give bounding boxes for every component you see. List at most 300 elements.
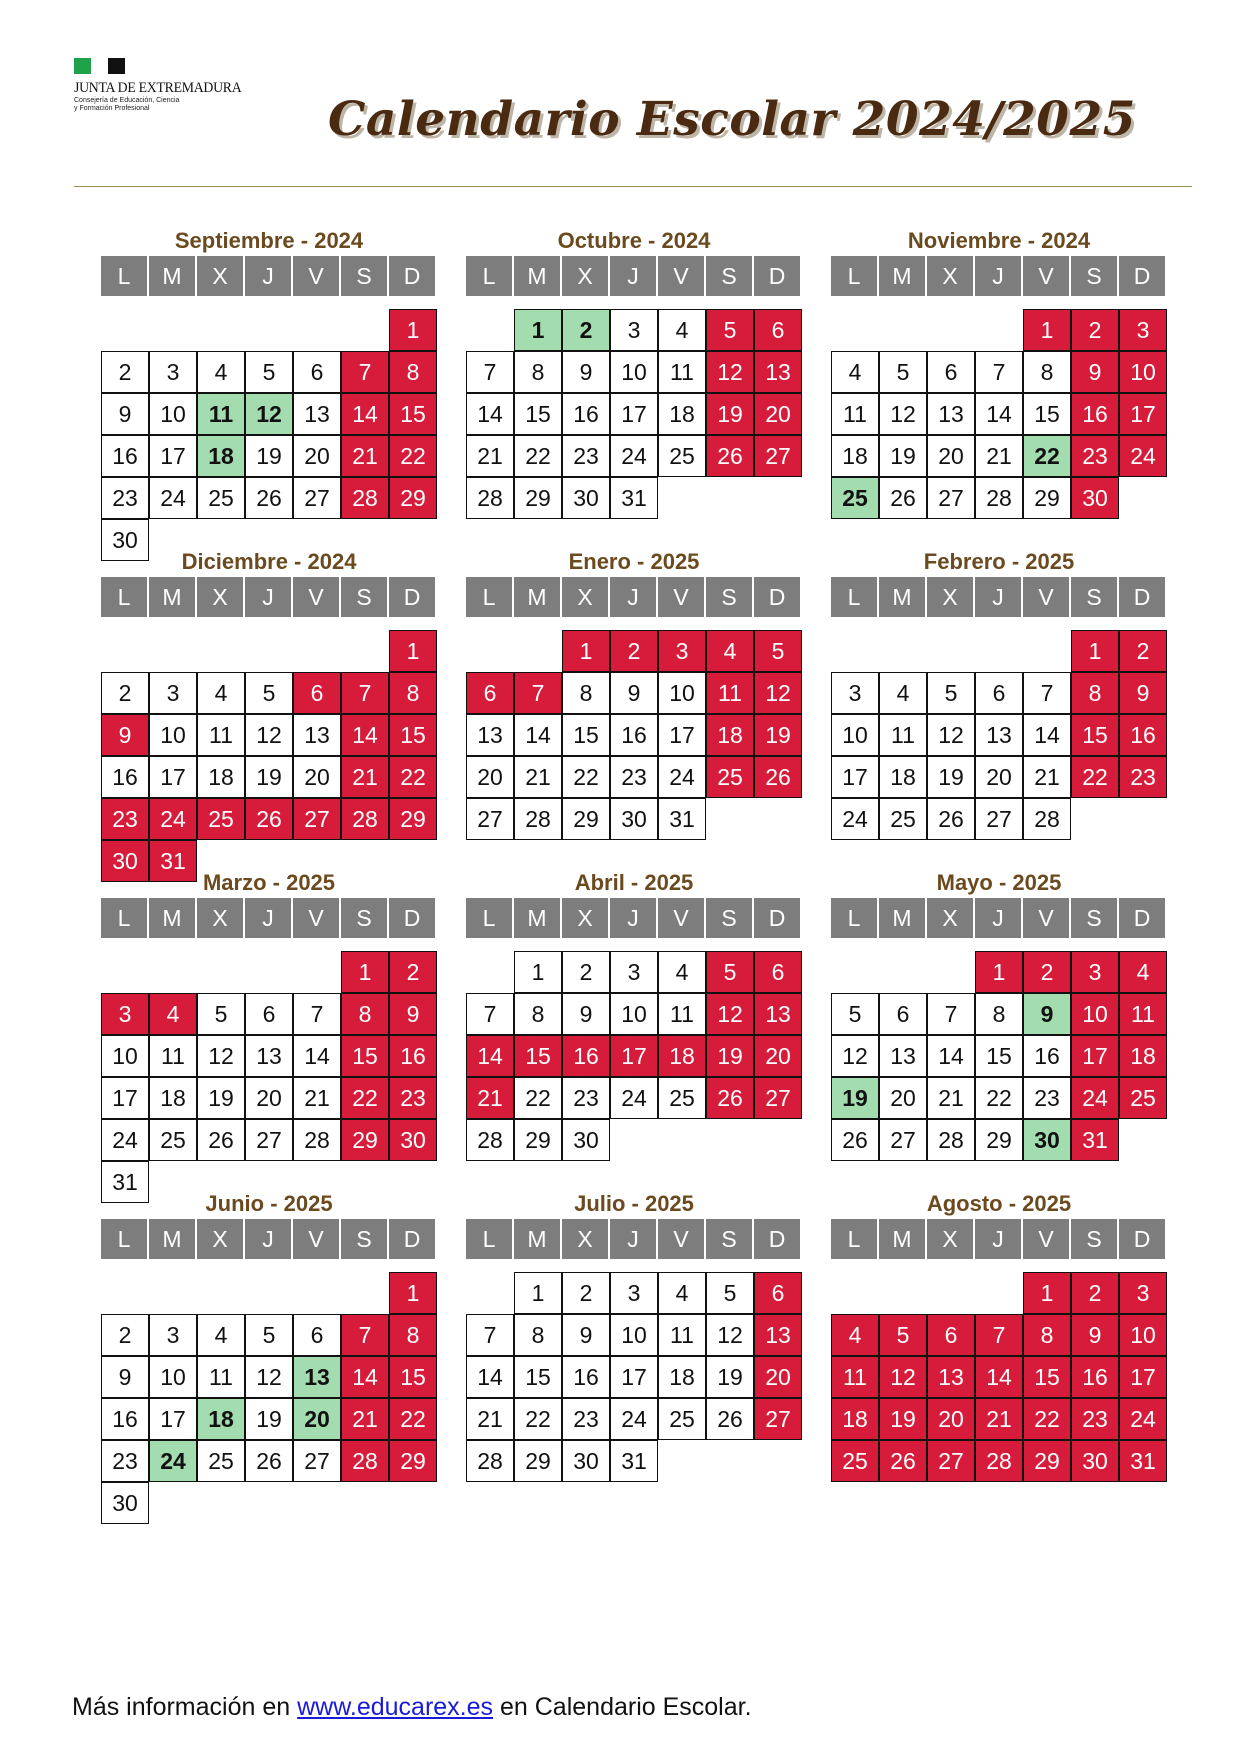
day-cell: 25 bbox=[831, 1440, 879, 1482]
day-cell: 23 bbox=[562, 1398, 610, 1440]
day-cell: 25 bbox=[197, 798, 245, 840]
day-cell: 24 bbox=[610, 435, 658, 477]
day-cell: 17 bbox=[149, 756, 197, 798]
day-cell: 17 bbox=[658, 714, 706, 756]
day-cell: 18 bbox=[706, 714, 754, 756]
day-cell: 25 bbox=[197, 477, 245, 519]
month-title: Julio - 2025 bbox=[574, 1191, 694, 1216]
day-cell: 23 bbox=[610, 756, 658, 798]
weekday-header: V bbox=[293, 1219, 339, 1259]
day-cell: 27 bbox=[293, 798, 341, 840]
day-cell: 3 bbox=[610, 1272, 658, 1314]
day-cell: 20 bbox=[754, 1356, 802, 1398]
day-cell: 9 bbox=[562, 351, 610, 393]
weekday-header: V bbox=[293, 898, 339, 938]
day-cell: 1 bbox=[562, 630, 610, 672]
day-cell: 3 bbox=[149, 1314, 197, 1356]
day-cell: 6 bbox=[293, 1314, 341, 1356]
day-cell: 11 bbox=[197, 714, 245, 756]
weekday-header: L bbox=[831, 256, 877, 296]
day-cell: 2 bbox=[562, 951, 610, 993]
day-cell: 26 bbox=[197, 1119, 245, 1161]
day-cell: 2 bbox=[101, 1314, 149, 1356]
day-cell: 13 bbox=[245, 1035, 293, 1077]
weekday-header: L bbox=[101, 898, 147, 938]
day-cell: 8 bbox=[562, 672, 610, 714]
day-cell: 9 bbox=[1071, 1314, 1119, 1356]
footer bbox=[72, 1693, 752, 1722]
day-cell: 17 bbox=[149, 1398, 197, 1440]
day-cell: 12 bbox=[706, 351, 754, 393]
day-cell: 19 bbox=[706, 1035, 754, 1077]
day-cell: 22 bbox=[389, 756, 437, 798]
weekday-header: J bbox=[610, 898, 656, 938]
day-cell: 21 bbox=[341, 1398, 389, 1440]
day-cell: 27 bbox=[754, 435, 802, 477]
weekday-header-row bbox=[101, 898, 437, 938]
day-cell: 4 bbox=[831, 1314, 879, 1356]
day-cell: 26 bbox=[927, 798, 975, 840]
day-cell: 24 bbox=[1119, 1398, 1167, 1440]
weekday-header: J bbox=[245, 898, 291, 938]
day-cell: 27 bbox=[293, 477, 341, 519]
day-cell: 5 bbox=[879, 351, 927, 393]
weekday-header: D bbox=[389, 898, 435, 938]
weekday-header: D bbox=[1119, 898, 1165, 938]
day-cell: 21 bbox=[975, 1398, 1023, 1440]
logo-green-square bbox=[74, 58, 91, 74]
day-cell: 30 bbox=[1071, 1440, 1119, 1482]
title-divider bbox=[74, 186, 1192, 187]
day-cell: 27 bbox=[927, 1440, 975, 1482]
day-cell: 2 bbox=[562, 309, 610, 351]
day-cell: 22 bbox=[341, 1077, 389, 1119]
day-cell: 18 bbox=[831, 1398, 879, 1440]
weekday-header: J bbox=[975, 577, 1021, 617]
day-cell: 23 bbox=[562, 435, 610, 477]
day-cell: 30 bbox=[101, 840, 149, 882]
day-cell: 24 bbox=[1119, 435, 1167, 477]
day-cell: 7 bbox=[341, 351, 389, 393]
day-cell: 21 bbox=[466, 435, 514, 477]
day-cell: 13 bbox=[293, 1356, 341, 1398]
day-cell: 14 bbox=[341, 393, 389, 435]
day-cell: 5 bbox=[245, 1314, 293, 1356]
day-cell: 23 bbox=[389, 1077, 437, 1119]
weekday-header: S bbox=[1071, 256, 1117, 296]
day-cell: 3 bbox=[610, 951, 658, 993]
weekday-header: L bbox=[466, 577, 512, 617]
day-cell: 23 bbox=[562, 1077, 610, 1119]
day-cell: 17 bbox=[1119, 1356, 1167, 1398]
day-cell: 4 bbox=[1119, 951, 1167, 993]
weekday-header: S bbox=[341, 898, 387, 938]
day-cell: 3 bbox=[1071, 951, 1119, 993]
weekday-header: L bbox=[466, 898, 512, 938]
day-grid bbox=[831, 1272, 1167, 1524]
day-cell: 5 bbox=[197, 993, 245, 1035]
day-cell: 23 bbox=[101, 1440, 149, 1482]
day-cell: 5 bbox=[706, 951, 754, 993]
day-cell: 31 bbox=[101, 1161, 149, 1203]
day-cell: 28 bbox=[341, 477, 389, 519]
day-cell: 8 bbox=[1071, 672, 1119, 714]
day-cell: 11 bbox=[1119, 993, 1167, 1035]
day-cell: 13 bbox=[293, 393, 341, 435]
day-cell: 17 bbox=[1071, 1035, 1119, 1077]
day-cell: 12 bbox=[754, 672, 802, 714]
weekday-header: D bbox=[389, 1219, 435, 1259]
day-cell: 16 bbox=[562, 393, 610, 435]
day-cell: 19 bbox=[706, 1356, 754, 1398]
day-cell: 2 bbox=[1023, 951, 1071, 993]
day-cell: 23 bbox=[1119, 756, 1167, 798]
day-cell: 6 bbox=[754, 309, 802, 351]
day-cell: 5 bbox=[245, 351, 293, 393]
weekday-header-row bbox=[831, 577, 1167, 617]
day-cell: 23 bbox=[1071, 435, 1119, 477]
day-grid bbox=[831, 951, 1167, 1203]
day-cell: 8 bbox=[514, 993, 562, 1035]
day-cell: 21 bbox=[927, 1077, 975, 1119]
day-cell: 30 bbox=[1023, 1119, 1071, 1161]
day-cell: 29 bbox=[389, 798, 437, 840]
day-cell: 2 bbox=[1071, 309, 1119, 351]
day-cell: 24 bbox=[101, 1119, 149, 1161]
day-cell: 27 bbox=[293, 1440, 341, 1482]
day-cell: 5 bbox=[706, 1272, 754, 1314]
day-cell: 28 bbox=[514, 798, 562, 840]
weekday-header: L bbox=[831, 898, 877, 938]
day-cell: 14 bbox=[466, 393, 514, 435]
day-cell: 15 bbox=[1023, 393, 1071, 435]
day-cell: 31 bbox=[610, 1440, 658, 1482]
day-cell: 27 bbox=[754, 1077, 802, 1119]
day-cell: 21 bbox=[341, 435, 389, 477]
day-cell: 25 bbox=[658, 1077, 706, 1119]
day-cell: 14 bbox=[975, 393, 1023, 435]
weekday-header: X bbox=[562, 1219, 608, 1259]
day-cell: 7 bbox=[293, 993, 341, 1035]
weekday-header-row bbox=[466, 577, 802, 617]
day-cell: 8 bbox=[389, 351, 437, 393]
day-cell: 7 bbox=[466, 351, 514, 393]
day-cell: 9 bbox=[1023, 993, 1071, 1035]
day-cell: 3 bbox=[1119, 1272, 1167, 1314]
day-cell: 28 bbox=[341, 798, 389, 840]
day-cell: 4 bbox=[879, 672, 927, 714]
month-title: Junio - 2025 bbox=[205, 1191, 333, 1216]
day-cell: 19 bbox=[754, 714, 802, 756]
day-cell: 20 bbox=[293, 435, 341, 477]
day-cell: 1 bbox=[975, 951, 1023, 993]
day-grid bbox=[466, 951, 802, 1203]
weekday-header: D bbox=[389, 256, 435, 296]
day-cell: 10 bbox=[610, 351, 658, 393]
day-cell: 9 bbox=[610, 672, 658, 714]
day-cell: 11 bbox=[197, 393, 245, 435]
day-cell: 10 bbox=[149, 1356, 197, 1398]
weekday-header: J bbox=[245, 1219, 291, 1259]
day-cell: 16 bbox=[1071, 1356, 1119, 1398]
day-cell: 13 bbox=[293, 714, 341, 756]
weekday-header: M bbox=[149, 256, 195, 296]
day-cell: 24 bbox=[831, 798, 879, 840]
day-cell: 9 bbox=[101, 1356, 149, 1398]
day-cell: 14 bbox=[466, 1035, 514, 1077]
day-cell: 18 bbox=[1119, 1035, 1167, 1077]
day-cell: 8 bbox=[1023, 1314, 1071, 1356]
weekday-header: V bbox=[658, 898, 704, 938]
day-cell: 19 bbox=[706, 393, 754, 435]
day-cell: 29 bbox=[514, 1440, 562, 1482]
weekday-header: X bbox=[562, 256, 608, 296]
day-cell: 22 bbox=[514, 1398, 562, 1440]
day-cell: 22 bbox=[389, 435, 437, 477]
day-cell: 5 bbox=[927, 672, 975, 714]
day-cell: 3 bbox=[149, 672, 197, 714]
month-title: Abril - 2025 bbox=[574, 870, 694, 895]
logo-subtitle-line1: Consejería de Educación, Ciencia bbox=[74, 97, 180, 104]
weekday-header-row bbox=[466, 898, 802, 938]
day-cell: 24 bbox=[149, 477, 197, 519]
weekday-header: J bbox=[245, 577, 291, 617]
day-cell: 25 bbox=[658, 435, 706, 477]
day-cell: 24 bbox=[1071, 1077, 1119, 1119]
day-cell: 24 bbox=[658, 756, 706, 798]
day-cell: 1 bbox=[341, 951, 389, 993]
weekday-header: V bbox=[658, 1219, 704, 1259]
day-cell: 15 bbox=[514, 1356, 562, 1398]
month-title: Noviembre - 2024 bbox=[907, 228, 1091, 253]
day-cell: 18 bbox=[658, 1035, 706, 1077]
day-cell: 13 bbox=[927, 1356, 975, 1398]
day-cell: 8 bbox=[1023, 351, 1071, 393]
weekday-header: L bbox=[466, 1219, 512, 1259]
day-cell: 13 bbox=[754, 351, 802, 393]
day-cell: 2 bbox=[1071, 1272, 1119, 1314]
day-cell: 7 bbox=[341, 1314, 389, 1356]
day-cell: 12 bbox=[706, 1314, 754, 1356]
day-cell: 29 bbox=[341, 1119, 389, 1161]
day-cell: 31 bbox=[1071, 1119, 1119, 1161]
day-cell: 18 bbox=[879, 756, 927, 798]
weekday-header-row bbox=[466, 256, 802, 296]
day-cell: 19 bbox=[197, 1077, 245, 1119]
weekday-header: M bbox=[514, 577, 560, 617]
day-cell: 24 bbox=[149, 798, 197, 840]
day-cell: 16 bbox=[1023, 1035, 1071, 1077]
day-cell: 9 bbox=[1071, 351, 1119, 393]
day-cell: 11 bbox=[149, 1035, 197, 1077]
weekday-header: X bbox=[927, 898, 973, 938]
day-cell: 8 bbox=[341, 993, 389, 1035]
educarex-link[interactable]: www.educarex.es bbox=[297, 1693, 494, 1721]
day-cell: 31 bbox=[149, 840, 197, 882]
day-cell: 18 bbox=[658, 393, 706, 435]
day-cell: 28 bbox=[341, 1440, 389, 1482]
weekday-header: L bbox=[831, 1219, 877, 1259]
day-cell: 6 bbox=[466, 672, 514, 714]
day-cell: 4 bbox=[706, 630, 754, 672]
day-cell: 29 bbox=[562, 798, 610, 840]
day-cell: 21 bbox=[466, 1398, 514, 1440]
month-title: Agosto - 2025 bbox=[926, 1191, 1072, 1216]
weekday-header: D bbox=[389, 577, 435, 617]
day-cell: 11 bbox=[658, 351, 706, 393]
month-title: Febrero - 2025 bbox=[923, 549, 1075, 574]
day-cell: 7 bbox=[341, 672, 389, 714]
day-cell: 14 bbox=[293, 1035, 341, 1077]
weekday-header: D bbox=[1119, 256, 1165, 296]
day-cell: 19 bbox=[245, 1398, 293, 1440]
day-cell: 1 bbox=[514, 951, 562, 993]
weekday-header: L bbox=[101, 256, 147, 296]
weekday-header: M bbox=[879, 256, 925, 296]
day-cell: 21 bbox=[466, 1077, 514, 1119]
day-cell: 15 bbox=[1071, 714, 1119, 756]
day-cell: 16 bbox=[610, 714, 658, 756]
day-grid bbox=[101, 1272, 437, 1524]
day-cell: 2 bbox=[101, 351, 149, 393]
day-cell: 14 bbox=[927, 1035, 975, 1077]
day-cell: 26 bbox=[245, 798, 293, 840]
junta-extremadura-logo bbox=[74, 58, 256, 113]
day-cell: 31 bbox=[658, 798, 706, 840]
day-cell: 7 bbox=[466, 1314, 514, 1356]
day-cell: 18 bbox=[658, 1356, 706, 1398]
day-cell: 4 bbox=[658, 309, 706, 351]
footer-prefix: Más información en bbox=[72, 1693, 298, 1721]
day-cell: 10 bbox=[1071, 993, 1119, 1035]
day-cell: 30 bbox=[562, 1119, 610, 1161]
day-cell: 23 bbox=[1071, 1398, 1119, 1440]
weekday-header: M bbox=[879, 1219, 925, 1259]
page-title: Calendario Escolar 2024/2025 bbox=[328, 92, 1136, 147]
day-cell: 29 bbox=[514, 477, 562, 519]
day-cell: 30 bbox=[101, 519, 149, 561]
day-cell: 20 bbox=[927, 1398, 975, 1440]
day-cell: 28 bbox=[927, 1119, 975, 1161]
weekday-header: V bbox=[658, 256, 704, 296]
day-cell: 6 bbox=[927, 351, 975, 393]
day-cell: 16 bbox=[562, 1356, 610, 1398]
weekday-header: M bbox=[149, 898, 195, 938]
day-grid bbox=[466, 309, 802, 561]
day-cell: 30 bbox=[562, 1440, 610, 1482]
day-cell: 7 bbox=[975, 351, 1023, 393]
day-cell: 10 bbox=[1119, 1314, 1167, 1356]
weekday-header: D bbox=[754, 898, 800, 938]
day-cell: 28 bbox=[466, 1440, 514, 1482]
day-grid bbox=[101, 630, 437, 882]
day-cell: 27 bbox=[754, 1398, 802, 1440]
day-cell: 9 bbox=[1119, 672, 1167, 714]
weekday-header: X bbox=[197, 256, 243, 296]
weekday-header: X bbox=[197, 1219, 243, 1259]
day-grid bbox=[101, 951, 437, 1203]
day-cell: 29 bbox=[389, 1440, 437, 1482]
weekday-header: L bbox=[101, 1219, 147, 1259]
day-cell: 13 bbox=[927, 393, 975, 435]
weekday-header: X bbox=[927, 577, 973, 617]
weekday-header: S bbox=[1071, 1219, 1117, 1259]
weekday-header: M bbox=[149, 577, 195, 617]
day-cell: 20 bbox=[927, 435, 975, 477]
day-cell: 9 bbox=[101, 714, 149, 756]
day-cell: 6 bbox=[245, 993, 293, 1035]
weekday-header: V bbox=[293, 577, 339, 617]
day-cell: 13 bbox=[466, 714, 514, 756]
day-cell: 25 bbox=[1119, 1077, 1167, 1119]
day-cell: 17 bbox=[831, 756, 879, 798]
day-cell: 6 bbox=[879, 993, 927, 1035]
day-cell: 1 bbox=[389, 309, 437, 351]
weekday-header: V bbox=[293, 256, 339, 296]
day-cell: 16 bbox=[1119, 714, 1167, 756]
day-cell: 1 bbox=[1023, 309, 1071, 351]
day-cell: 16 bbox=[101, 756, 149, 798]
day-cell: 10 bbox=[658, 672, 706, 714]
day-cell: 28 bbox=[975, 477, 1023, 519]
logo-name: JUNTA DE EXTREMADURA bbox=[74, 80, 242, 96]
weekday-header: M bbox=[514, 256, 560, 296]
day-cell: 2 bbox=[1119, 630, 1167, 672]
weekday-header: J bbox=[610, 577, 656, 617]
month-title: Diciembre - 2024 bbox=[181, 549, 357, 574]
weekday-header: S bbox=[341, 577, 387, 617]
day-cell: 1 bbox=[1071, 630, 1119, 672]
day-cell: 27 bbox=[466, 798, 514, 840]
day-cell: 16 bbox=[1071, 393, 1119, 435]
day-cell: 5 bbox=[706, 309, 754, 351]
weekday-header: S bbox=[706, 577, 752, 617]
day-cell: 27 bbox=[927, 477, 975, 519]
day-cell: 21 bbox=[1023, 756, 1071, 798]
day-cell: 20 bbox=[879, 1077, 927, 1119]
day-cell: 29 bbox=[389, 477, 437, 519]
day-cell: 18 bbox=[197, 435, 245, 477]
day-cell: 10 bbox=[101, 1035, 149, 1077]
weekday-header: S bbox=[706, 898, 752, 938]
day-cell: 25 bbox=[831, 477, 879, 519]
day-cell: 10 bbox=[149, 393, 197, 435]
day-cell: 21 bbox=[293, 1077, 341, 1119]
day-cell: 22 bbox=[389, 1398, 437, 1440]
day-cell: 10 bbox=[831, 714, 879, 756]
weekday-header: J bbox=[975, 256, 1021, 296]
day-cell: 12 bbox=[197, 1035, 245, 1077]
day-cell: 24 bbox=[149, 1440, 197, 1482]
day-cell: 3 bbox=[101, 993, 149, 1035]
weekday-header: V bbox=[1023, 577, 1069, 617]
day-cell: 17 bbox=[610, 393, 658, 435]
day-cell: 23 bbox=[101, 477, 149, 519]
weekday-header: L bbox=[831, 577, 877, 617]
day-cell: 6 bbox=[927, 1314, 975, 1356]
day-cell: 6 bbox=[293, 351, 341, 393]
day-cell: 2 bbox=[101, 672, 149, 714]
day-cell: 16 bbox=[562, 1035, 610, 1077]
weekday-header: M bbox=[879, 577, 925, 617]
day-cell: 28 bbox=[1023, 798, 1071, 840]
day-cell: 4 bbox=[831, 351, 879, 393]
day-cell: 17 bbox=[149, 435, 197, 477]
day-cell: 6 bbox=[754, 951, 802, 993]
day-cell: 15 bbox=[389, 714, 437, 756]
day-cell: 22 bbox=[1023, 435, 1071, 477]
weekday-header-row bbox=[831, 898, 1167, 938]
